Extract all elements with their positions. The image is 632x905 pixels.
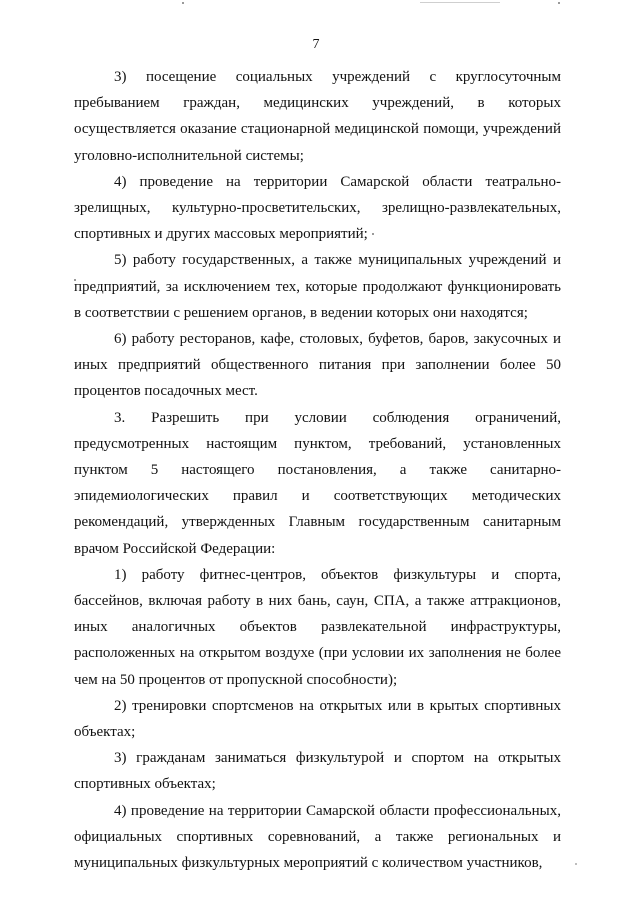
scan-artifact: [182, 2, 184, 4]
paragraph-subitem-3-outdoor-sports: 3) гражданам заниматься физкультурой и спортом на открытых спортивных объектах;: [74, 750, 561, 793]
document-body: [74, 64, 561, 876]
paragraph-subitem-1-fitness: 1) работу фитнес-центров, объектов физкультуры и спорта, бассейнов, включая работу в них бань, саун, СПА, а также аттракционов, иных аналогичных объектов развлекательной инфраструктуры, расположенных на открытом воздухе (при условии их заполнения не более чем на 50 процентов от пропускной способности);: [74, 566, 561, 688]
paragraph-item-6-restaurants: 6) работу ресторанов, кафе, столовых, буфетов, баров, закусочных и иных предприятий общественного питания при заполнении более 50 процентов посадочных мест.: [74, 331, 561, 400]
paragraph-item-4-mass-events: 4) проведение на территории Самарской области театрально-зрелищных, культурно-просветительских, зрелищно-развлекательных, спортивных и других массовых мероприятий;: [74, 173, 561, 243]
scan-artifact: [558, 2, 560, 4]
paragraph-subitem-4-competitions: 4) проведение на территории Самарской области профессиональных, официальных спортивных соревнований, а также региональных и муниципальных физкультурных мероприятий с количеством участников,: [74, 802, 561, 872]
paragraph-item-3-social-institutions: 3) посещение социальных учреждений с круглосуточным пребыванием граждан, медицинских учреждений, в которых осуществляется оказание стационарной медицинской помощи, учреждений уголовно-исполнительной системы;: [74, 69, 561, 164]
paragraph-point-3-allow: 3. Разрешить при условии соблюдения ограничений, предусмотренных настоящим пунктом, требований, установленных пунктом 5 настоящего постановления, а также санитарно-эпидемиологических правил и соответствующих методических рекомендаций, утвержденных Главным государственным санитарным врачом Российской Федерации:: [74, 409, 561, 557]
page-number: 7: [312, 37, 320, 52]
paragraph-subitem-2-training: 2) тренировки спортсменов на открытых или в крытых спортивных объектах;: [74, 697, 561, 741]
scan-artifact: [420, 2, 500, 3]
paragraph-item-5-institutions-work: 5) работу государственных, а также муниципальных учреждений и предприятий, за исключением тех, которые продолжают функционировать в соответствии с решением органов, в ведении которых они находятся;: [74, 252, 561, 321]
scan-artifact: [575, 863, 577, 865]
